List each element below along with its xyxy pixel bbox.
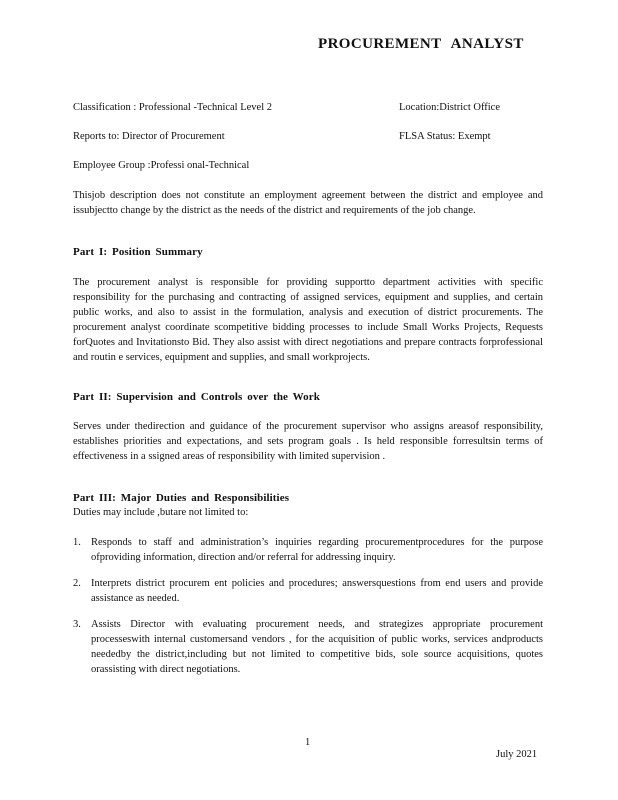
reports-to-text: Reports to: Director of Procurement: [73, 131, 225, 142]
duty-text: Interprets district procurem ent policies and procedures; answersquestions from end users and provide assistance as needed.: [91, 578, 543, 604]
duty-number: 3.: [73, 619, 81, 630]
footer-date: July 2021: [496, 749, 538, 760]
part3-intro: Duties may include ,butare not limited to:: [73, 507, 249, 518]
employee-group-text: Employee Group :Professi onal-Technical: [73, 160, 250, 171]
page-title: PROCUREMENT ANALYST: [318, 36, 524, 52]
classification-text: Classification : Professional -Technical Level 2: [73, 102, 272, 113]
part2-body: Serves under thedirection and guidance of the procurement supervisor who assigns areasof responsibility, establishes priorities and expectations, and sets program goals . Is held responsible forresultsin terms of effectiveness in a ssigned areas of responsibility with limited supervision .: [73, 421, 543, 462]
duty-text: Assists Director with evaluating procurement needs, and strategizes appropriate procurement processeswith internal customersand vendors , for the acquisition of public works, services andproducts neededby the district,including but not limited to competitive bids, sole source acquisitions, quotes orassisting with direct negotiations.: [91, 619, 543, 675]
part1-body: The procurement analyst is responsible for providing supportto department activities with specific responsibility for the purchasing and contracting of assigned services, equipment and supplies, and certain public works, and also to assist in the formulation, analysis and execution of district procurements. The procurement analyst coordinate scompetitive bidding processes to include Small Works Projects, Requests forQuotes and Invitationsto Bid. They also assist with direct negotiations and prepare contracts forprofessional and routin e services, equipment and supplies, and small workprojects.: [73, 277, 543, 363]
location-text: Location:District Office: [399, 102, 500, 113]
part3-heading: Part III: Major Duties and Responsibilities: [73, 492, 290, 504]
flsa-status-text: FLSA Status: Exempt: [399, 131, 491, 142]
page-number: 1: [305, 737, 311, 748]
part2-heading: Part II: Supervision and Controls over the Work: [73, 391, 320, 403]
part1-heading: Part I: Position Summary: [73, 246, 203, 258]
duty-number: 2.: [73, 578, 81, 589]
disclaimer-paragraph: Thisjob description does not constitute an employment agreement between the district and employee and issubjectto change by the district as the needs of the district and requirements of the job change.: [73, 190, 543, 216]
duty-number: 1.: [73, 537, 81, 548]
duty-text: Responds to staff and administration’s inquiries regarding procurementprocedures for the purpose ofproviding information, direction and/or referral for addressing inquiry.: [91, 537, 543, 563]
